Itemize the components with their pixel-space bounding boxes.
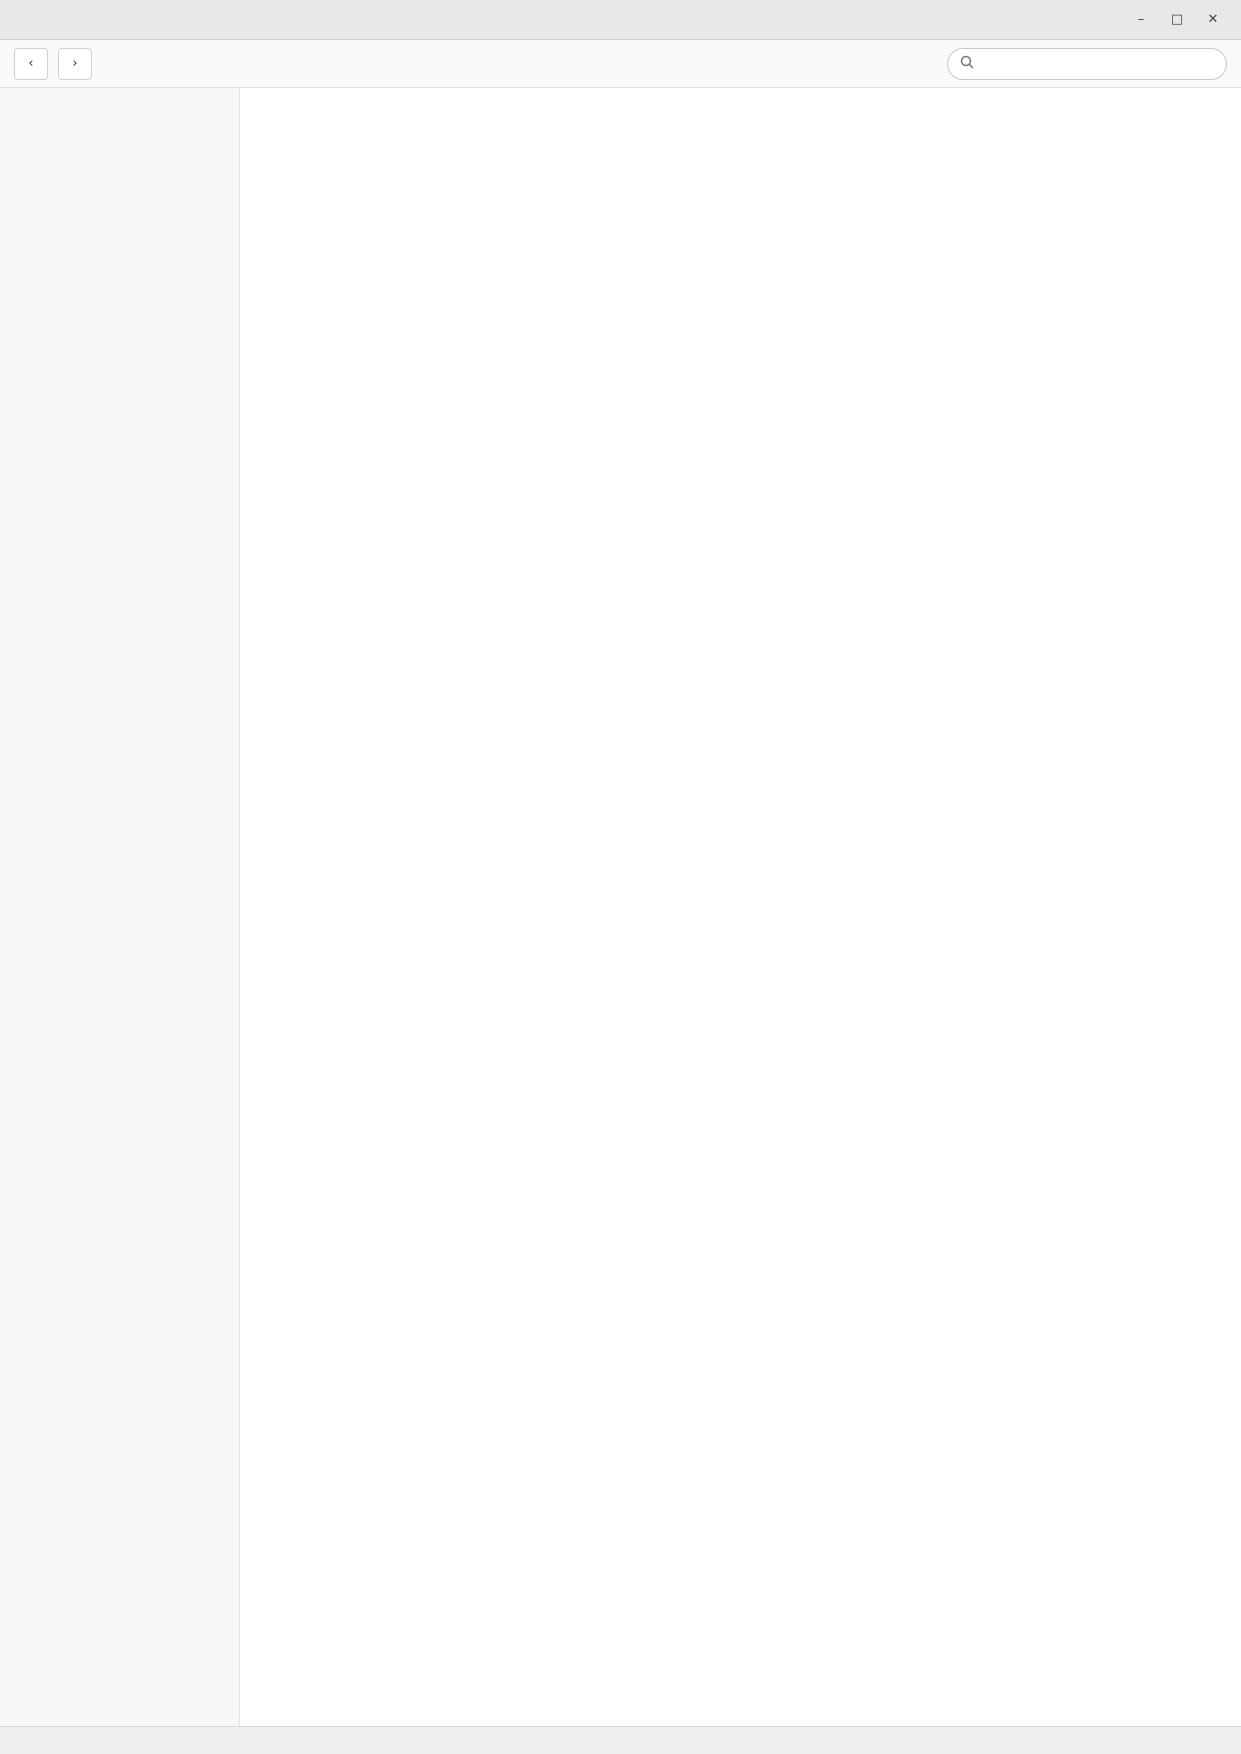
search-box[interactable] xyxy=(947,48,1227,80)
close-button[interactable]: ✕ xyxy=(1207,12,1219,27)
sidebar xyxy=(0,88,240,1726)
toolbar xyxy=(0,40,1241,88)
title-bar xyxy=(0,0,1241,40)
status-bar xyxy=(0,1726,1241,1754)
forward-button[interactable]: › xyxy=(58,48,92,80)
back-button[interactable]: ‹ xyxy=(14,48,48,80)
window-controls xyxy=(1127,8,1227,32)
workspace xyxy=(0,88,1241,1726)
search-icon xyxy=(960,54,974,73)
maximize-button[interactable]: □ xyxy=(1170,12,1184,27)
main-content xyxy=(240,88,1241,1726)
minimize-button[interactable]: – xyxy=(1137,12,1145,27)
search-input[interactable] xyxy=(980,56,1214,71)
